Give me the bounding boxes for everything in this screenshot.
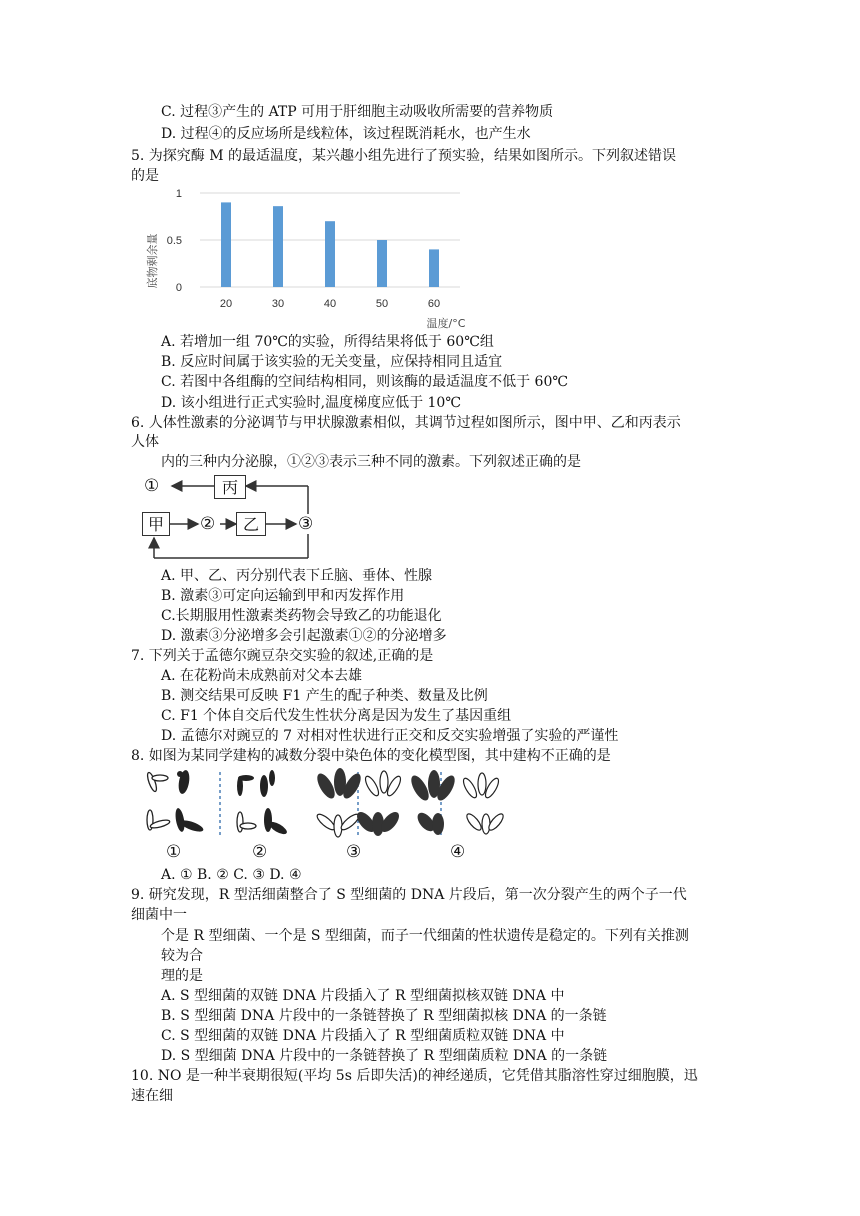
question-6-stem-cont: 人体: [131, 434, 159, 450]
option-a-q7: A. 在花粉尚未成熟前对父本去雄: [161, 668, 363, 684]
hormone-3-label: ③: [298, 514, 314, 534]
fig8-label-3: ③: [346, 842, 362, 862]
option-b-q9: B. S 型细菌 DNA 片段中的一条链替换了 R 型细菌拟核 DNA 的一条链: [161, 1008, 607, 1024]
option-b-q7: B. 测交结果可反映 F1 产生的配子种类、数量及比例: [161, 688, 488, 704]
enzyme-temperature-chart: [140, 183, 480, 333]
fig8-label-4: ④: [450, 842, 466, 862]
question-8-options: A. ① B. ② C. ③ D. ④: [161, 867, 302, 883]
hormone-1-label: ①: [144, 476, 160, 496]
option-a-q5: A. 若增加一组 70℃的实验，所得结果将低于 60℃组: [161, 334, 494, 350]
gland-yi: 乙: [236, 512, 266, 536]
y-tick-label: 0.5: [166, 235, 182, 247]
bar: [429, 249, 439, 287]
question-10-stem-cont: 速在细: [131, 1088, 173, 1104]
x-tick-label: 50: [375, 298, 389, 310]
y-tick-label: 0: [175, 282, 182, 294]
option-d-q4: D. 过程④的反应场所是线粒体，该过程既消耗水，也产生水: [161, 126, 531, 142]
x-tick-label: 30: [271, 298, 285, 310]
panel-2-chromosomes: [237, 770, 289, 836]
option-c-q9: C. S 型细菌的双链 DNA 片段插入了 R 型细菌质粒双链 DNA 中: [161, 1028, 565, 1044]
question-9-stem: 9. 研究发现，R 型活细菌整合了 S 型细菌的 DNA 片段后，第一次分裂产生的两个子一代: [131, 887, 687, 903]
option-d-q9: D. S 型细菌 DNA 片段中的一条链替换了 R 型细菌质粒 DNA 的一条链: [161, 1048, 608, 1064]
gland-bing: 丙: [214, 475, 246, 499]
option-c-q5: C. 若图中各组酶的空间结构相同，则该酶的最适温度不低于 60℃: [161, 374, 569, 390]
question-9-stem-cont3: 较为合: [161, 948, 203, 964]
y-axis-label: 底物剩余量: [146, 233, 159, 289]
bar: [273, 206, 283, 287]
fig8-label-2: ②: [252, 842, 268, 862]
question-9-stem-cont: 细菌中一: [131, 907, 187, 923]
gland-jia: 甲: [142, 512, 170, 536]
bar: [221, 202, 231, 287]
x-tick-label: 20: [219, 298, 233, 310]
x-tick-label: 60: [427, 298, 441, 310]
question-9-stem-cont4: 理的是: [161, 968, 203, 984]
hormone-2-label: ②: [200, 514, 216, 534]
fig8-label-1: ①: [166, 842, 182, 862]
question-8-stem: 8. 如图为某同学建构的减数分裂中染色体的变化模型图，其中建构不正确的是: [131, 748, 611, 764]
option-d-q6: D. 激素③分泌增多会引起激素①②的分泌增多: [161, 628, 447, 644]
question-5-stem: 5. 为探究酶 M 的最适温度，某兴趣小组先进行了预实验，结果如图所示。下列叙述错误: [131, 148, 677, 164]
panel-1-chromosomes: [146, 769, 205, 834]
option-c-q6: C.长期服用性激素类药物会导致乙的功能退化: [161, 608, 442, 624]
option-c-q4: C. 过程③产生的 ATP 可用于肝细胞主动吸收所需要的营养物质: [161, 104, 554, 120]
option-a-q9: A. S 型细菌的双链 DNA 片段插入了 R 型细菌拟核双链 DNA 中: [161, 988, 565, 1004]
option-c-q7: C. F1 个体自交后代发生性状分离是因为发生了基因重组: [161, 708, 512, 724]
hormone-regulation-diagram: [142, 474, 332, 564]
bar: [325, 221, 335, 287]
question-5-stem-cont: 的是: [131, 168, 159, 184]
option-d-q7: D. 孟德尔对豌豆的 7 对相对性状进行正交和反交实验增强了实验的严谨性: [161, 728, 619, 744]
bar: [377, 240, 387, 287]
panel-4-chromosomes: [408, 770, 506, 835]
question-6-stem-cont2: 内的三种内分泌腺，①②③表示三种不同的激素。下列叙述正确的是: [161, 454, 581, 470]
option-b-q5: B. 反应时间属于该实验的无关变量，应保持相同且适宜: [161, 354, 503, 370]
option-b-q6: B. 激素③可定向运输到甲和丙发挥作用: [161, 588, 405, 604]
option-d-q5: D. 该小组进行正式实验时,温度梯度应低于 10℃: [161, 395, 462, 411]
x-axis-label: 温度/°C: [426, 317, 466, 330]
question-7-stem: 7. 下列关于孟德尔豌豆杂交实验的叙述,正确的是: [131, 648, 434, 664]
x-tick-label: 40: [323, 298, 337, 310]
question-9-stem-cont2: 个是 R 型细菌、一个是 S 型细菌，而子一代细菌的性状遗传是稳定的。下列有关推测: [161, 928, 689, 944]
question-6-stem: 6. 人体性激素的分泌调节与甲状腺激素相似，其调节过程如图所示，图中甲、乙和丙表示: [131, 415, 681, 431]
question-10-stem: 10. NO 是一种半衰期很短(平均 5s 后即失活)的神经递质，它凭借其脂溶性穿过细胞膜，迅: [131, 1068, 698, 1084]
y-tick-label: 1: [175, 188, 182, 200]
option-a-q6: A. 甲、乙、丙分别代表下丘脑、垂体、性腺: [161, 568, 433, 584]
